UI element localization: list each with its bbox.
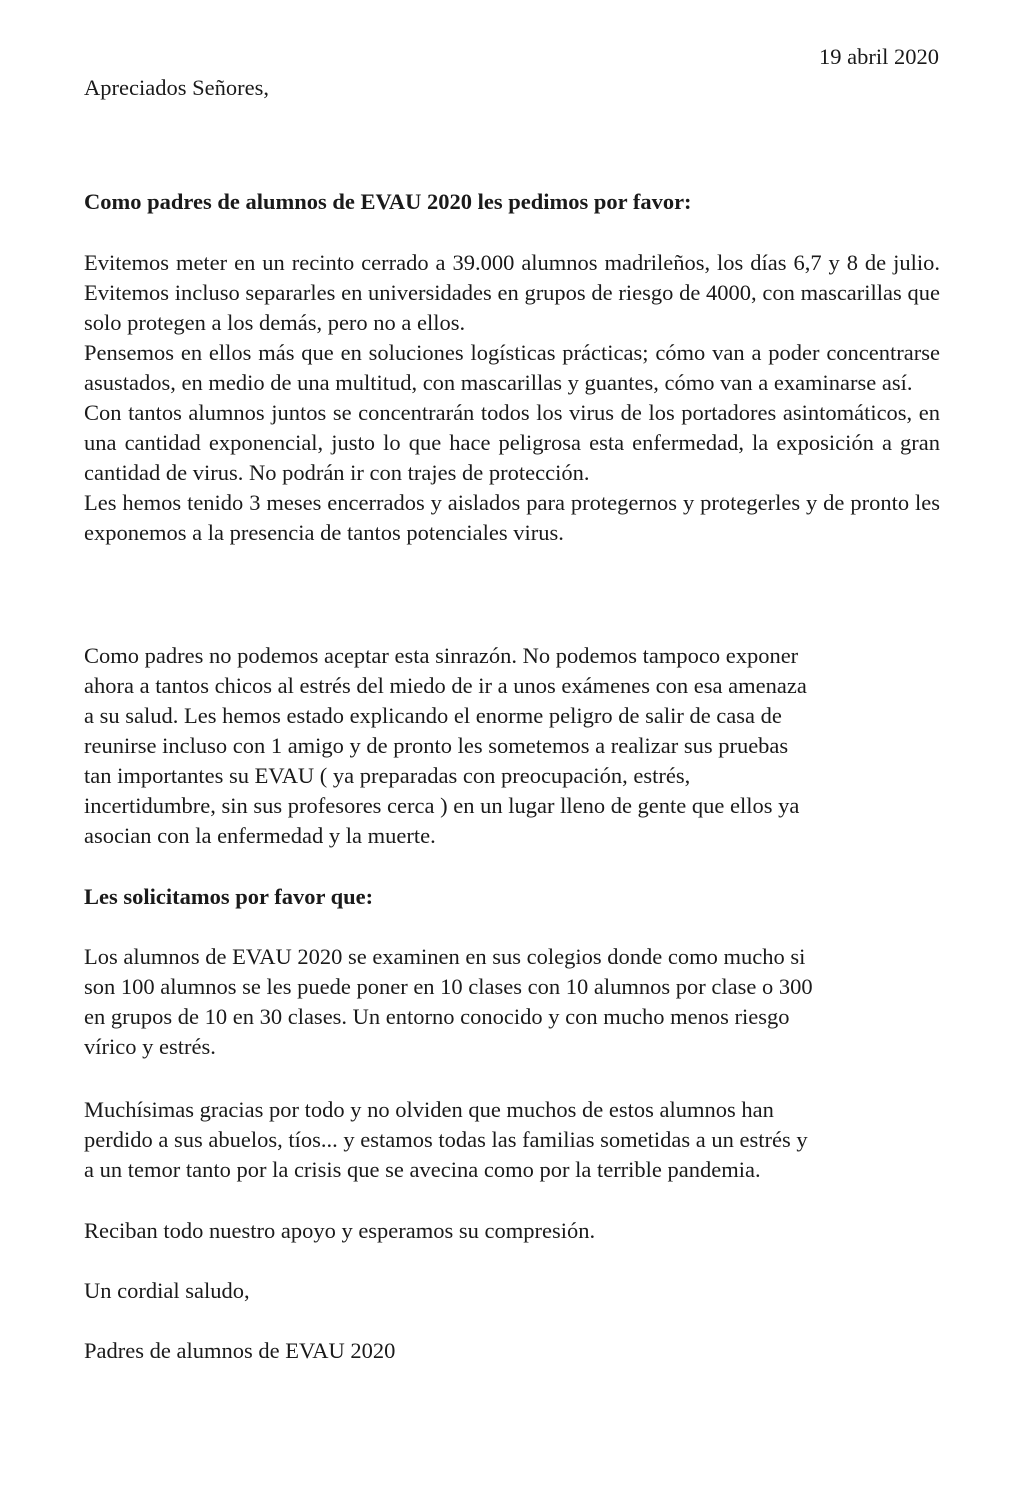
paragraph-text: Les hemos tenido 3 meses encerrados y aislados para protegernos y protegerles y de pronto les exponemos a la presencia de tantos potenciales virus. xyxy=(84,490,940,545)
support-line: Reciban todo nuestro apoyo y esperamos su compresión. xyxy=(84,1218,596,1243)
text-line: son 100 alumnos se les puede poner en 10 clases con 10 alumnos por clase o 300 xyxy=(84,974,813,999)
paragraph-crowding xyxy=(84,248,940,548)
text-line: tan importantes su EVAU ( ya preparadas con preocupación, estrés, xyxy=(84,763,691,788)
paragraph-text: Con tantos alumnos juntos se concentrarán todos los virus de los portadores asintomáticos, en una cantidad exponencial, justo lo que hace peligrosa esta enfermedad, la exposición a gran cantidad de virus. No podrán ir con trajes de protección. xyxy=(84,400,940,485)
request-heading: Como padres de alumnos de EVAU 2020 les pedimos por favor: xyxy=(84,189,692,214)
text-line: reunirse incluso con 1 amigo y de pronto les sometemos a realizar sus pruebas xyxy=(84,733,789,758)
paragraph-proposal xyxy=(84,942,940,1062)
letter-greeting: Apreciados Señores, xyxy=(84,75,269,100)
text-line: Muchísimas gracias por todo y no olviden que muchos de estos alumnos han xyxy=(84,1097,774,1122)
text-line: en grupos de 10 en 30 clases. Un entorno conocido y con mucho menos riesgo xyxy=(84,1004,790,1029)
signature: Padres de alumnos de EVAU 2020 xyxy=(84,1338,396,1363)
solicit-heading: Les solicitamos por favor que: xyxy=(84,884,374,909)
text-line: incertidumbre, sin sus profesores cerca ) en un lugar lleno de gente que ellos ya xyxy=(84,793,800,818)
text-line: a un temor tanto por la crisis que se avecina como por la terrible pandemia. xyxy=(84,1157,761,1182)
text-line: Los alumnos de EVAU 2020 se examinen en sus colegios donde como mucho si xyxy=(84,944,806,969)
paragraph-gratitude xyxy=(84,1095,940,1185)
paragraph-text: Pensemos en ellos más que en soluciones logísticas prácticas; cómo van a poder concentrarse asustados, en medio de una multitud, con mascarillas y guantes, cómo van a examinarse así. xyxy=(84,340,940,395)
text-line: Como padres no podemos aceptar esta sinrazón. No podemos tampoco exponer xyxy=(84,643,799,668)
text-line: asocian con la enfermedad y la muerte. xyxy=(84,823,436,848)
text-line: ahora a tantos chicos al estrés del miedo de ir a unos exámenes con esa amenaza xyxy=(84,673,807,698)
closing-line: Un cordial saludo, xyxy=(84,1278,250,1303)
letter-date: 19 abril 2020 xyxy=(819,44,939,69)
text-line: perdido a sus abuelos, tíos... y estamos todas las familias sometidas a un estrés y xyxy=(84,1127,808,1152)
paragraph-unreason xyxy=(84,641,940,851)
paragraph-text: Evitemos meter en un recinto cerrado a 39.000 alumnos madrileños, los días 6,7 y 8 de julio. Evitemos incluso separarles en universidades en grupos de riesgo de 4000, con mascarillas que solo protegen a los demás, pero no a ellos. xyxy=(84,250,940,335)
text-line: a su salud. Les hemos estado explicando el enorme peligro de salir de casa de xyxy=(84,703,782,728)
text-line: vírico y estrés. xyxy=(84,1034,216,1059)
